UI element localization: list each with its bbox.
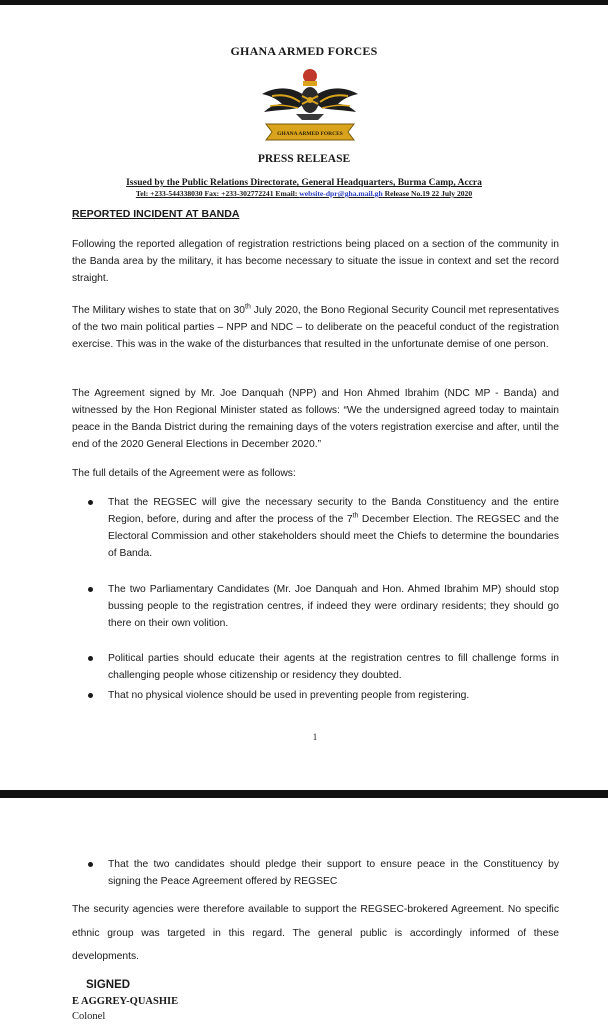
bullet-item-5: That the two candidates should pledge their support to ensure peace in the Constituency by signing the Peace Agreement offered by REGSEC: [108, 859, 559, 887]
paragraph-3: The Agreement signed by Mr. Joe Danquah (NPP) and Hon Ahmed Ibrahim (NDC MP - Banda) and witnessed by the Hon Regional Minister stated as follows: “We the undersigned agreed today to maintain peace in the Banda District during the remaining days of the voters registration exercise and after, until the end of the 2020 General Elections in December 2020.”: [72, 388, 559, 450]
release-info: Release No.19 22 July 2020: [382, 189, 473, 198]
page-divider: [0, 790, 608, 798]
paragraph-2-end: July 2020, the Bono Regional Security Council met representatives of the two main political parties – NPP and NDC – to deliberate on the peaceful conduct of the registration exercise. This was in the wake of the disturbances that resulted in the unfortunate demise of one person.: [72, 305, 560, 350]
org-title: GHANA ARMED FORCES: [230, 44, 378, 58]
signed-label: SIGNED: [86, 979, 131, 991]
bullet-1-start: That the REGSEC will give the necessary security to the Banda Constituency and the entire Region, before, during and after the process of the 7: [108, 497, 559, 525]
signatory-name: E AGGREY-QUASHIE: [72, 996, 179, 1007]
ordinal-suffix: th: [352, 512, 359, 520]
bullet-item-4: That no physical violence should be used in preventing people from registering.: [108, 690, 470, 701]
ordinal-suffix: th: [245, 303, 251, 311]
paragraph-4: The full details of the Agreement were as follows:: [72, 468, 296, 479]
contact-prefix: Tel: +233-544338030 Fax: +233-302772241 Email:: [135, 189, 300, 198]
paragraph-2: [72, 302, 559, 353]
bullet-item-3: Political parties should educate their agents at the registration centres to fill challenge forms in challenging people whose citizenship or residency they doubted.: [108, 653, 559, 681]
bullet-dot: [88, 862, 93, 867]
bullet-dot: [88, 500, 93, 505]
issued-by-line: Issued by the Public Relations Directorate, General Headquarters, Burma Camp, Accra: [126, 178, 482, 188]
document-heading: REPORTED INCIDENT AT BANDA: [72, 208, 240, 220]
paragraph-1: Following the reported allegation of registration restrictions being placed on a section of the community in the Banda area by the military, it has become necessary to situate the issue in context and set the record straight.: [72, 239, 559, 284]
page-number: 1: [312, 732, 318, 742]
paragraph-5: The security agencies were therefore available to support the REGSEC-brokered Agreement. No specific ethnic group was targeted in this regard. The general public is accordingly informed of these developments.: [72, 904, 559, 962]
bullet-item-1: [108, 494, 559, 562]
email-link[interactable]: website-dpr@gha.mail.gh: [299, 189, 383, 198]
paragraph-2-start: The Military wishes to state that on 30: [72, 305, 246, 316]
bullet-dot: [88, 656, 93, 661]
svg-text:GHANA ARMED FORCES: GHANA ARMED FORCES: [277, 131, 343, 137]
contact-line: [0, 189, 608, 198]
bullet-dot: [88, 587, 93, 592]
bullet-1-end: December Election. The REGSEC and the Electoral Commission and other stakeholders should meet the Chiefs to determine the boundaries of Banda.: [108, 514, 559, 559]
ghana-armed-forces-crest-icon: [258, 66, 362, 144]
press-release-title: PRESS RELEASE: [257, 153, 351, 165]
document-page-2: [0, 798, 608, 1024]
bullet-item-2: The two Parliamentary Candidates (Mr. Joe Danquah and Hon. Ahmed Ibrahim MP) should stop bussing people to the registration centres, if indeed they were ordinary residents; they should go there on their own volition.: [108, 584, 559, 629]
bullet-dot: [88, 693, 93, 698]
signatory-rank: Colonel: [72, 1011, 106, 1022]
